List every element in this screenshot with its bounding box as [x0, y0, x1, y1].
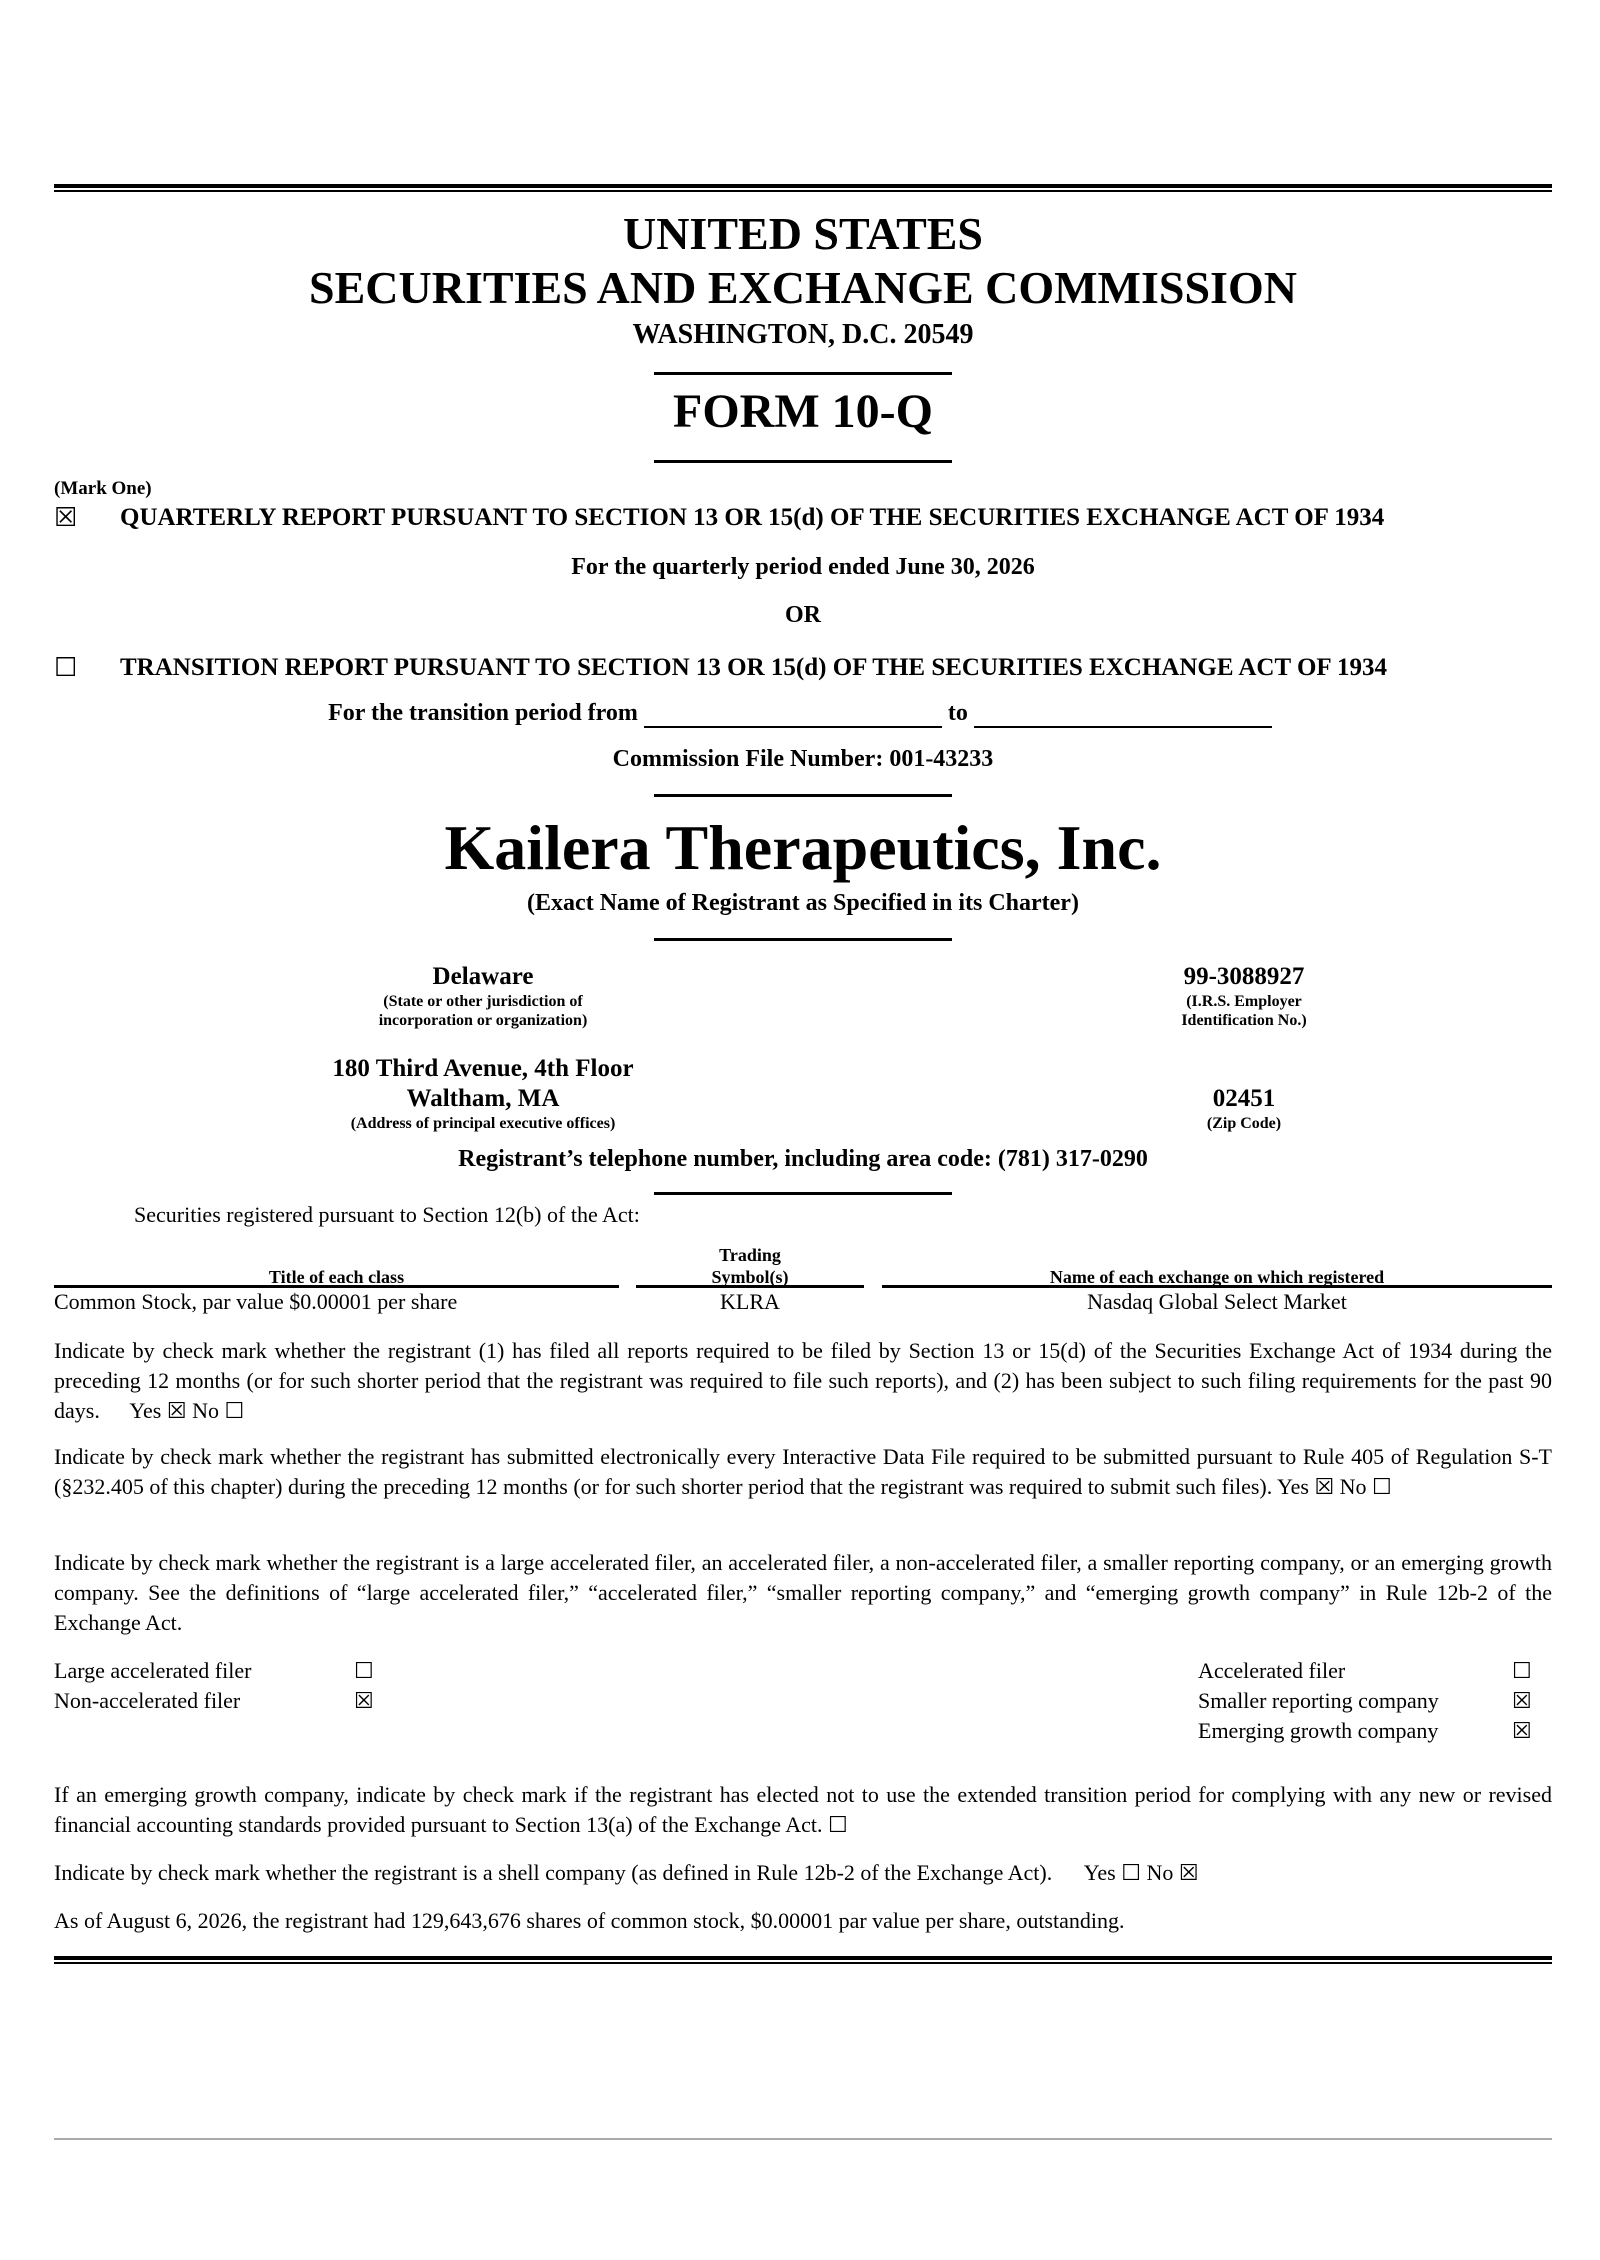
header-united-states: UNITED STATES — [622, 208, 984, 259]
company-name: Kailera Therapeutics, Inc. — [444, 812, 1162, 883]
zip-block — [1054, 1084, 1434, 1133]
paragraph-shares-outstanding: As of August 6, 2026, the registrant had 129,643,676 shares of common stock, $0.00001 par value per share, outstanding. — [54, 1908, 1125, 1933]
table-header-exchange: Name of each exchange on which registered — [882, 1266, 1552, 1288]
table-cell-class: Common Stock, par value $0.00001 per share — [54, 1289, 458, 1314]
accelerated-filer-label: Accelerated filer — [1198, 1658, 1346, 1683]
paragraph-emerging-growth: If an emerging growth company, indicate by check mark if the registrant has elected not to use the extended transition period for complying with any new or revised financial accounting standards provided pursuant to Section 13(a) of the Exchange Act. ☐ — [54, 1782, 1552, 1837]
state-caption: incorporation or organization) — [378, 1012, 588, 1029]
table-header-trading: Trading — [719, 1245, 781, 1265]
irs-block — [1054, 962, 1434, 1030]
zip-caption: (Zip Code) — [1206, 1115, 1282, 1132]
quarterly-report-option[interactable] — [54, 502, 1552, 535]
divider — [654, 794, 952, 797]
address-block — [228, 1054, 738, 1133]
non-accelerated-filer-label: Non-accelerated filer — [54, 1688, 241, 1713]
paragraph-interactive-data — [54, 1442, 1552, 1502]
header-washington: WASHINGTON, D.C. 20549 — [632, 319, 974, 350]
paragraph-reports — [54, 1336, 1552, 1426]
state-caption: (State or other jurisdiction of — [383, 993, 583, 1010]
quarterly-period: For the quarterly period ended June 30, 2026 — [571, 554, 1035, 580]
reports-yes-no[interactable]: Yes ☒ No ☐ — [129, 1398, 245, 1423]
transition-to-blank — [974, 702, 1272, 728]
paragraph-filer-status: Indicate by check mark whether the registrant is a large accelerated filer, an accelerated filer, a non-accelerated filer, a smaller reporting company, or an emerging growth company. See the definitions of “large accelerated filer,” “accelerated filer,” “smaller reporting company,” and “emerging growth company” in Rule 12b-2 of the Exchange Act. — [54, 1550, 1552, 1635]
table-header-symbols: Symbol(s) — [711, 1267, 789, 1287]
divider — [654, 460, 952, 463]
transition-label: TRANSITION REPORT PURSUANT TO SECTION 13 OR 15(d) OF THE SECURITIES EXCHANGE ACT OF 1934 — [120, 654, 1387, 681]
transition-from-label: For the transition period from — [328, 700, 638, 726]
table-header-symbol — [636, 1244, 864, 1288]
zip-value: 02451 — [1212, 1085, 1276, 1112]
table-cell-exchange: Nasdaq Global Select Market — [1087, 1289, 1347, 1314]
shell-yes-no[interactable]: Yes ☐ No ☒ — [1083, 1860, 1199, 1885]
transition-to-label: to — [947, 700, 968, 726]
divider — [654, 938, 952, 941]
emerging-growth-company-checkbox[interactable]: ☒ — [1512, 1718, 1532, 1743]
paragraph-reports-text: Indicate by check mark whether the registrant (1) has filed all reports required to be filed by Section 13 or 15(d) of the Securities Exchange Act of 1934 during the preceding 12 months (or for such shorter period that the registrant was required to file such reports), and (2) has been subject to such filing requirements for the past 90 days. — [54, 1338, 1552, 1423]
interactive-yes-no[interactable]: Yes ☒ No ☐ — [1276, 1474, 1392, 1499]
footer-rule — [54, 2138, 1552, 2140]
emerging-growth-company-label: Emerging growth company — [1198, 1718, 1439, 1743]
divider — [654, 372, 952, 375]
quarterly-checkbox-icon[interactable]: ☒ — [54, 503, 78, 532]
smaller-reporting-company-checkbox[interactable]: ☒ — [1512, 1688, 1532, 1713]
company-name-caption: (Exact Name of Registrant as Specified in its Charter) — [527, 890, 1079, 916]
table-header-title: Title of each class — [54, 1266, 619, 1288]
securities-intro: Securities registered pursuant to Section 12(b) of the Act: — [134, 1202, 640, 1227]
form-title: FORM 10-Q — [673, 385, 933, 438]
mark-one-label: (Mark One) — [54, 478, 152, 499]
large-accelerated-filer-label: Large accelerated filer — [54, 1658, 252, 1683]
transition-checkbox-icon[interactable]: ☐ — [54, 653, 78, 682]
address-line: 180 Third Avenue, 4th Floor — [332, 1055, 634, 1082]
accelerated-filer-checkbox[interactable]: ☐ — [1512, 1658, 1532, 1683]
commission-file-number: Commission File Number: 001-43233 — [612, 746, 994, 772]
bottom-double-rule — [54, 1956, 1552, 1964]
telephone-number: Registrant’s telephone number, including area code: (781) 317-0290 — [458, 1146, 1148, 1172]
quarterly-label: QUARTERLY REPORT PURSUANT TO SECTION 13 OR 15(d) OF THE SECURITIES EXCHANGE ACT OF 1934 — [120, 504, 1385, 531]
address-caption: (Address of principal executive offices) — [350, 1115, 616, 1132]
or-separator: OR — [785, 602, 821, 628]
top-double-rule — [54, 184, 1552, 192]
state-block — [228, 962, 738, 1030]
paragraph-shell-company — [54, 1858, 1552, 1888]
state-value: Delaware — [432, 963, 534, 990]
header-sec: SECURITIES AND EXCHANGE COMMISSION — [309, 262, 1297, 313]
non-accelerated-filer-checkbox[interactable]: ☒ — [354, 1688, 374, 1713]
irs-value: 99-3088927 — [1183, 963, 1305, 990]
paragraph-shell-text: Indicate by check mark whether the registrant is a shell company (as defined in Rule 12b-2 of the Exchange Act). — [54, 1860, 1053, 1885]
table-cell-symbol: KLRA — [720, 1289, 780, 1314]
transition-report-option[interactable] — [54, 652, 1552, 685]
irs-caption: Identification No.) — [1181, 1012, 1307, 1029]
smaller-reporting-company-label: Smaller reporting company — [1198, 1688, 1439, 1713]
document-page — [54, 0, 1552, 2260]
transition-from-blank — [644, 702, 942, 728]
irs-caption: (I.R.S. Employer — [1186, 993, 1302, 1010]
large-accelerated-filer-checkbox[interactable]: ☐ — [354, 1658, 374, 1683]
paragraph-interactive-text: Indicate by check mark whether the registrant has submitted electronically every Interactive Data File required to be submitted pursuant to Rule 405 of Regulation S-T (§232.405 of this chapter) during the preceding 12 months (or for such shorter period that the registrant was required to submit such files). — [54, 1444, 1552, 1499]
transition-period — [54, 698, 1552, 728]
address-line: Waltham, MA — [406, 1085, 560, 1112]
divider — [654, 1192, 952, 1195]
